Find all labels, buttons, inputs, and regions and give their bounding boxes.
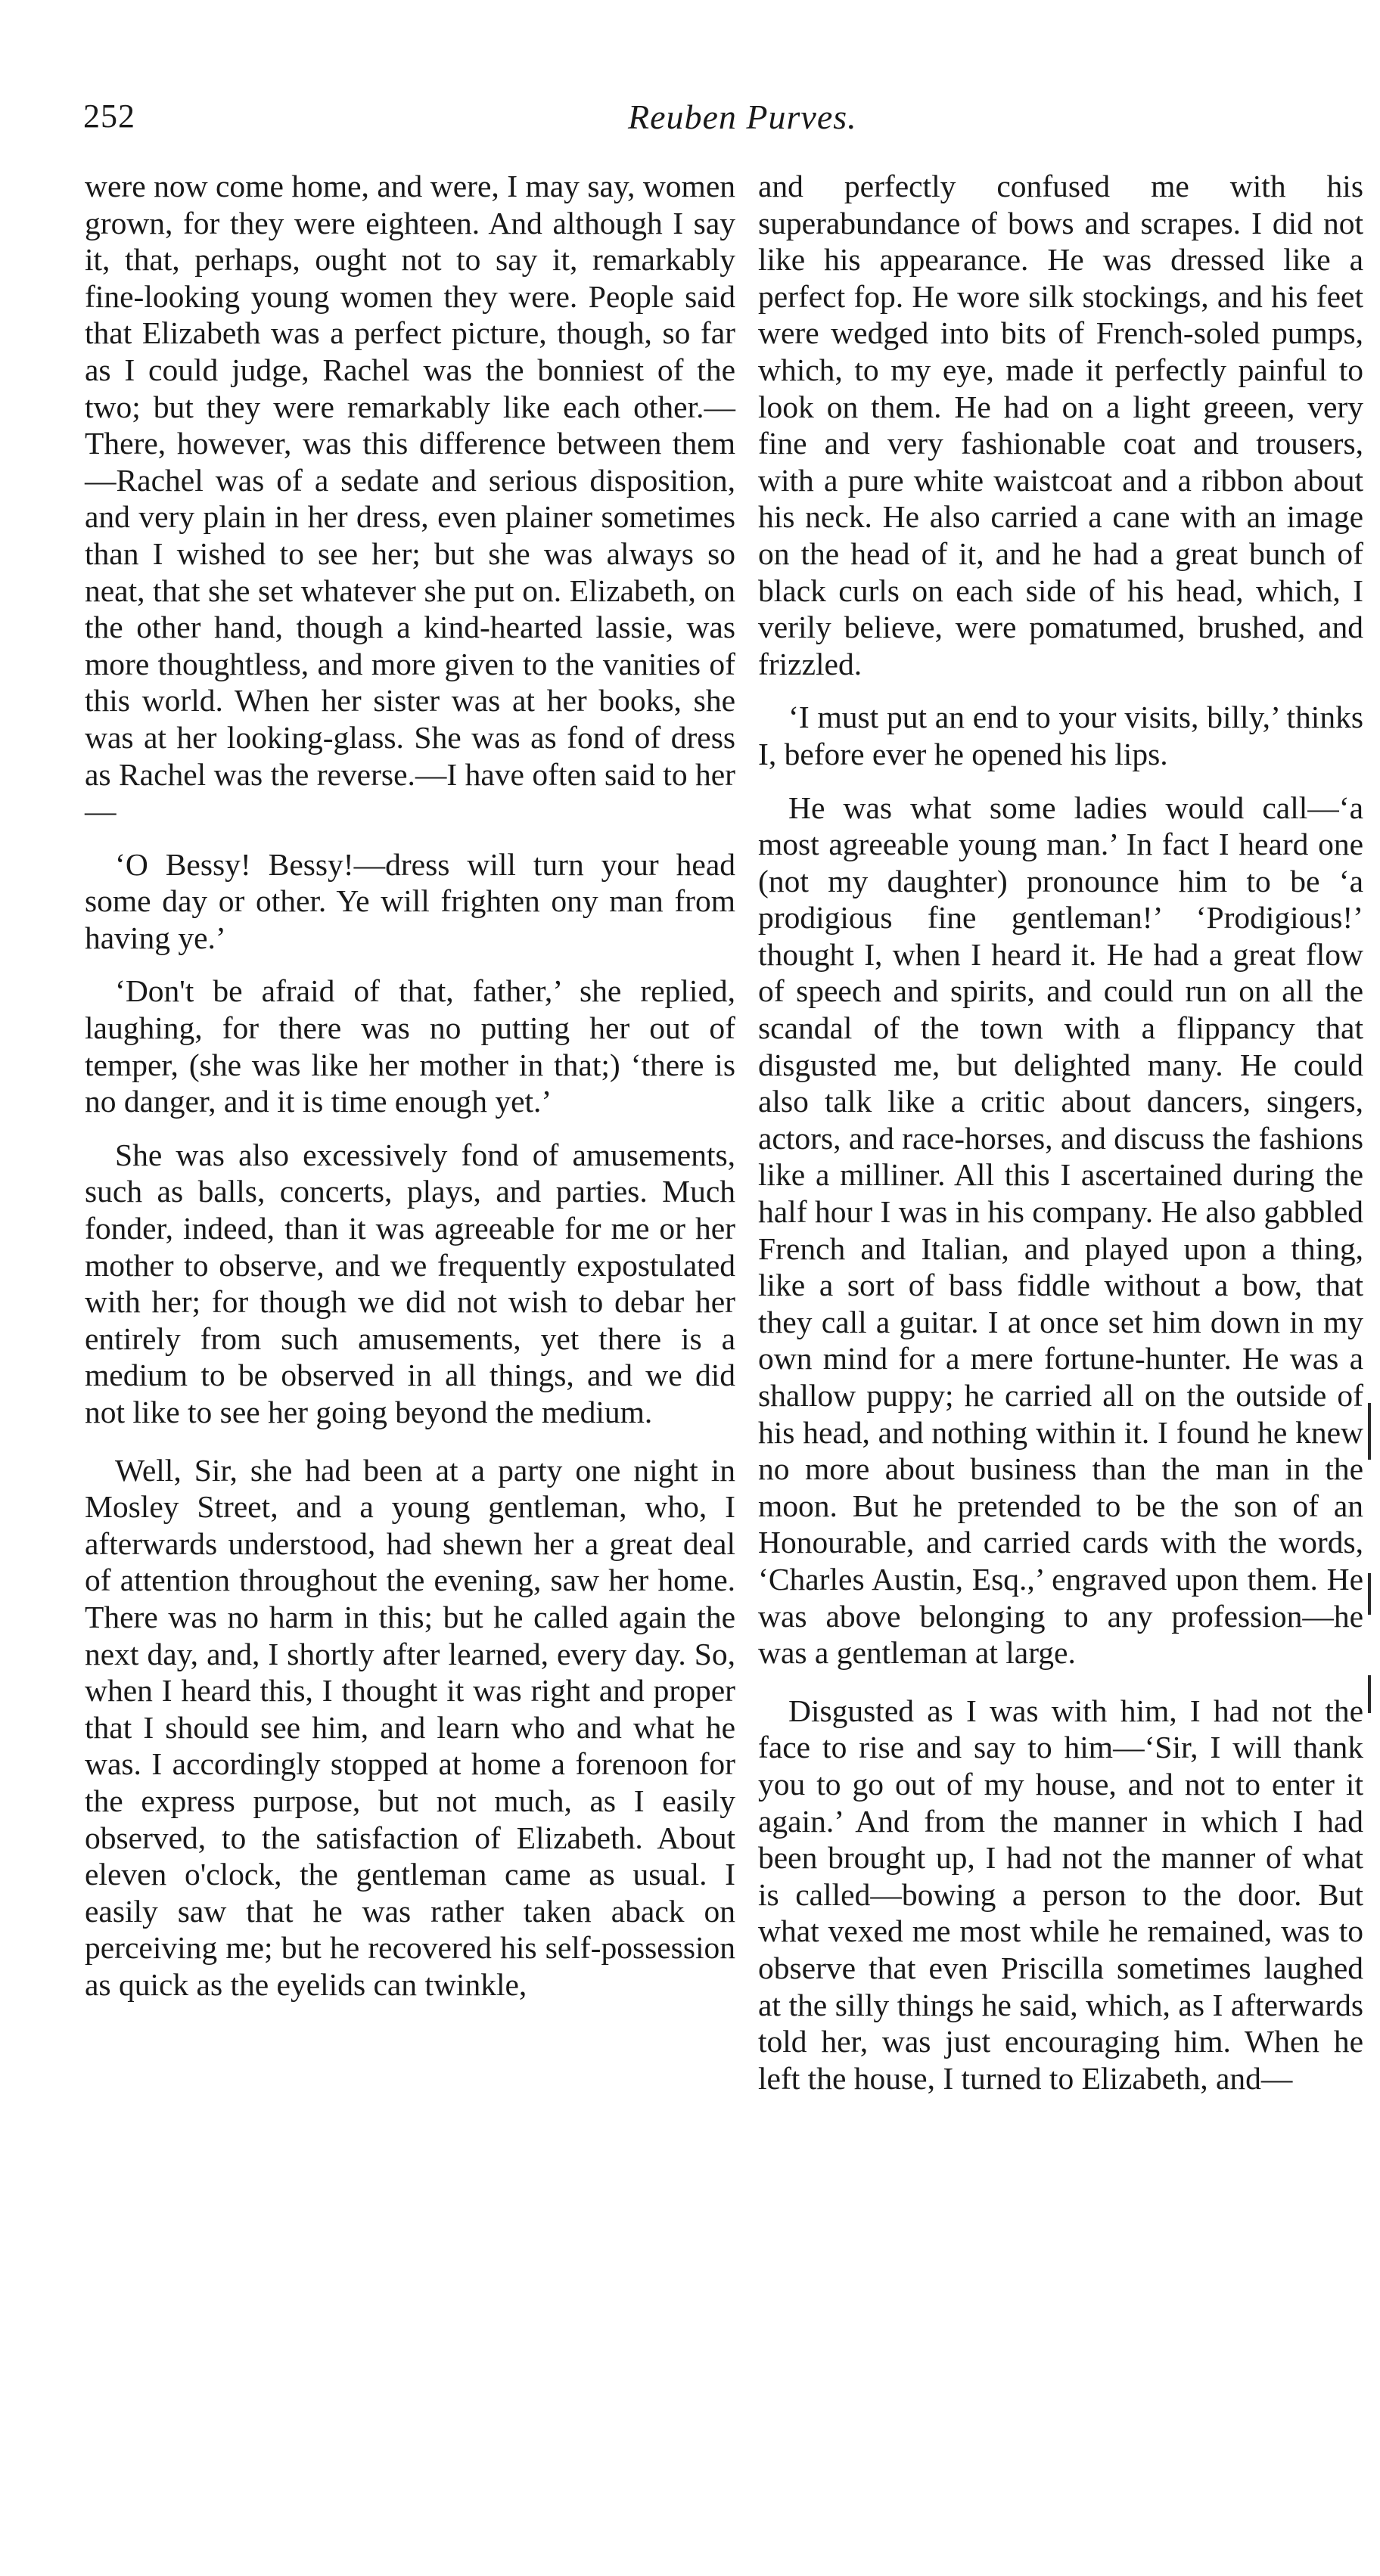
- right-column: [758, 168, 1363, 2113]
- paragraph: He was what some ladies would call—‘a most agreeable young man.’ In fact I heard one (not my daughter) pronounce him to be ‘a prodigious fine gentleman!’ ‘Prodigious!’ thought I, when I heard it. He had a great flow of speech and spirits, and could run on all the scandal of the town with a flippancy that disgusted me, but delighted many. He could also talk like a critic about dancers, singers, actors, and race-horses, and discuss the fashions like a milliner. All this I ascertained during the half hour I was in his company. He also gabbled French and Italian, and played upon a thing, like a sort of bass fiddle without a bow, that they call a guitar. I at once set him down in my own mind for a mere fortune-hunter. He was a shallow puppy; he carried all on the outside of his head, and nothing within it. I found he knew no more about business than the man in the moon. But he pretended to be the son of an Honourable, and carried cards with the words, ‘Charles Austin, Esq.,’ engraved upon them. He was above belonging to any profession—he was a gentleman at large.: [758, 790, 1363, 1671]
- left-column: [85, 168, 735, 2020]
- paragraph: were now come home, and were, I may say, women grown, for they were eighteen. And although I say it, that, perhaps, ought not to say it, remarkably fine-looking young women they were. People said that Elizabeth was a perfect picture, though, so far as I could judge, Rachel was the bonniest of the two; but they were remarkably like each other.—There, however, was this difference between them—Rachel was of a sedate and serious disposition, and very plain in her dress, even plainer sometimes than I wished to see her; but she was always so neat, that she set whatever she put on. Elizabeth, on the other hand, though a kind-hearted lassie, was more thoughtless, and more given to the vanities of this world. When her sister was at her books, she was at her looking-glass. She was as fond of dress as Rachel was the reverse.—I have often said to her—: [85, 169, 735, 829]
- margin-scan-mark: [1368, 1573, 1371, 1615]
- paragraph: She was also excessively fond of amusements, such as balls, concerts, plays, and parties. Much fonder, indeed, than it was agreeable for me or her mother to observe, and we frequently expostulated with her; for though we did not wish to debar her entirely from such amusements, yet there is a medium to be observed in all things, and we did not like to see her going beyond the medium.: [85, 1137, 735, 1429]
- paragraph: ‘O Bessy! Bessy!—dress will turn your head some day or other. Ye will frighten ony man from having ye.’: [85, 846, 735, 955]
- running-title: Reuben Purves.: [628, 98, 857, 136]
- margin-scan-mark: [1368, 1675, 1371, 1713]
- paragraph: Well, Sir, she had been at a party one night in Mosley Street, and a young gentleman, who, I afterwards understood, had shewn her a great deal of attention throughout the evening, saw her home. There was no harm in this; but he called again the next day, and, I shortly after learned, every day. So, when I heard this, I thought it was right and proper that I should see him, and learn who and what he was. I accordingly stopped at home a forenoon for the express purpose, but not much, as I easily observed, to the satisfaction of Elizabeth. About eleven o'clock, the gentleman came as usual. I easily saw that he was rather taken aback on perceiving me; but he recovered his self-possession as quick as the eyelids can twinkle,: [85, 1452, 735, 2002]
- paragraph: ‘I must put an end to your visits, billy,’ thinks I, before ever he opened his lips.: [758, 700, 1363, 771]
- paragraph: Disgusted as I was with him, I had not the face to rise and say to him—‘Sir, I will thank you to go out of my house, and not to enter it again.’ And from the manner in which I had been brought up, I had not the manner of what is called—bowing a person to the door. But what vexed me most while he remained, was to observe that even Priscilla sometimes laughed at the silly things he said, which, as I afterwards told her, was just encouraging him. When he left the house, I turned to Elizabeth, and—: [758, 1693, 1363, 2096]
- paragraph: and perfectly confused me with his superabundance of bows and scrapes. I did not like his appearance. He was dressed like a perfect fop. He wore silk stockings, and his feet were wedged into bits of French-soled pumps, which, to my eye, made it perfectly painful to look on them. He had on a light greeen, very fine and very fashionable coat and trousers, with a pure white waistcoat and a ribbon about his neck. He also carried a cane with an image on the head of it, and he had a great bunch of black curls on each side of his head, which, I verily believe, were pomatumed, brushed, and frizzled.: [758, 169, 1363, 681]
- page-number: 252: [83, 98, 135, 135]
- margin-scan-mark: [1368, 1403, 1371, 1460]
- page-header: [83, 97, 1354, 150]
- paragraph: ‘Don't be afraid of that, father,’ she replied, laughing, for there was no putting her out of temper, (she was like her mother in that;) ‘there is no danger, and it is time enough yet.’: [85, 973, 735, 1119]
